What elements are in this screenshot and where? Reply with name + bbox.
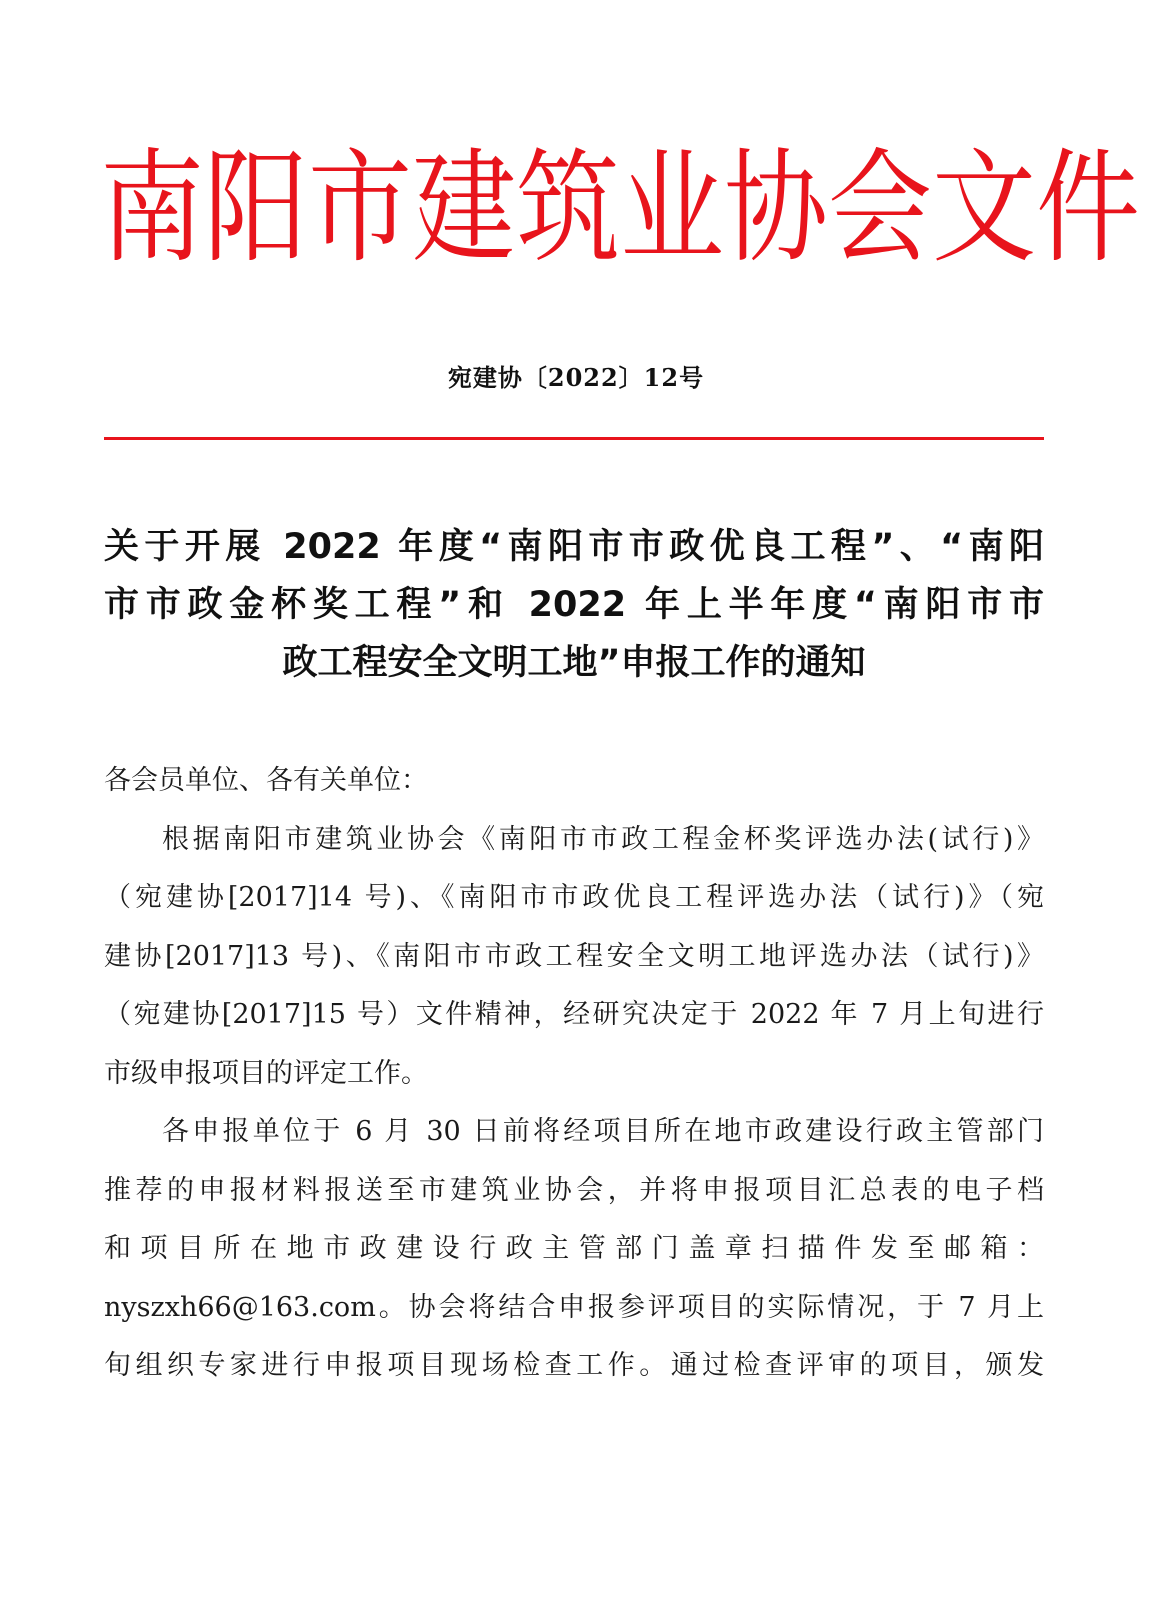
masthead-title: 南阳市建筑业协会文件 (100, 136, 1141, 280)
paragraph-1-line: （宛建协[2017]15 号）文件精神，经研究决定于 2022 年 7 月上旬进行 (104, 999, 1044, 1030)
notice-title-line: 市市政金杯奖工程”和 2022 年上半年度“南阳市市 (104, 585, 1044, 625)
notice-body (104, 752, 1044, 1396)
paragraph-1-line: 建协[2017]13 号)、《南阳市市政工程安全文明工地评选办法（试行)》 (104, 940, 1044, 972)
paragraph-1-line: （宛建协[2017]14 号)、《南阳市市政优良工程评选办法（试行)》（宛 (104, 882, 1044, 913)
paragraph-1-line: 市级申报项目的评定工作。 (104, 1057, 428, 1089)
paragraph-2-line: 推荐的申报材料报送至市建筑业协会，并将申报项目汇总表的电子档 (104, 1174, 1044, 1206)
salutation: 各会员单位、各有关单位： (104, 765, 428, 796)
paragraph-1-line: 根据南阳市建筑业协会《南阳市市政工程金杯奖评选办法(试行)》 (162, 823, 1044, 855)
paragraph-2-email-line: nyszxh66@163.com。协会将结合申报参评项目的实际情况，于 7 月上 (104, 1291, 1044, 1323)
paragraph-2-line: 和项目所在地市政建设行政主管部门盖章扫描件发至邮箱： (104, 1233, 1044, 1264)
document-number: 宛建协〔2022〕12号 (447, 363, 705, 392)
notice-title (104, 518, 1044, 692)
notice-title-line: 政工程安全文明工地”申报工作的通知 (282, 643, 866, 683)
notice-title-line: 关于开展 2022 年度“南阳市市政优良工程”、“南阳 (104, 527, 1044, 567)
paragraph-2-line: 各申报单位于 6 月 30 日前将经项目所在地市政建设行政主管部门 (162, 1116, 1044, 1147)
red-divider-line (104, 437, 1044, 440)
paragraph-2-line: 旬组织专家进行申报项目现场检查工作。通过检查评审的项目，颁发 (104, 1350, 1044, 1381)
